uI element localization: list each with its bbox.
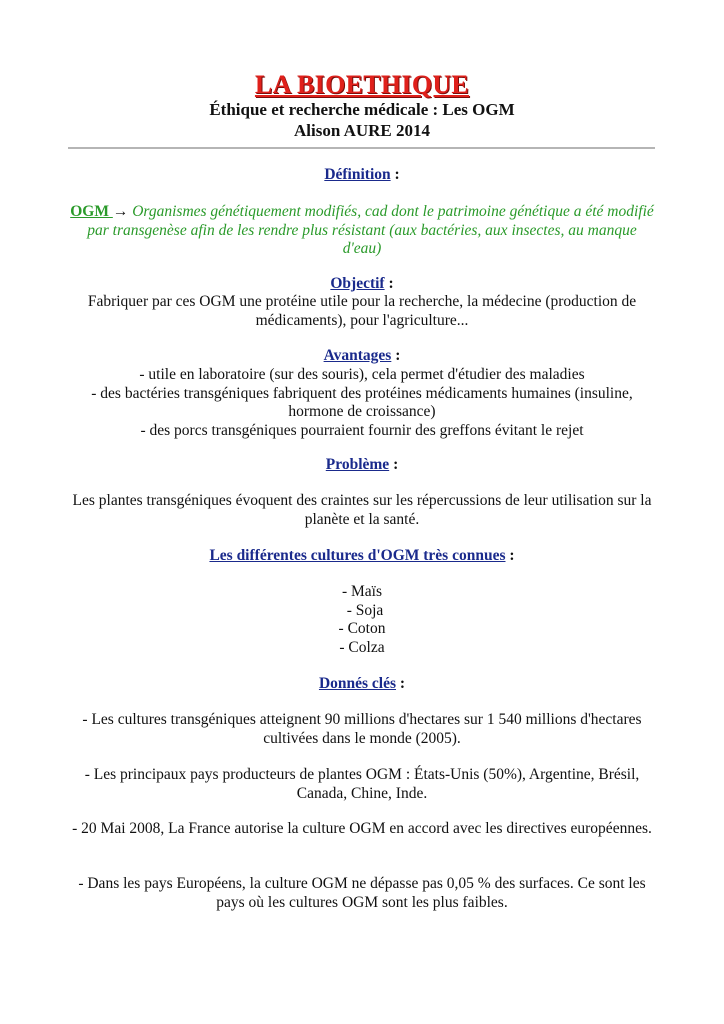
arrow-right-icon: → xyxy=(112,203,133,220)
cultures-heading: Les différentes cultures d'OGM très connues : xyxy=(209,547,515,564)
donnees-item-4: - Dans les pays Européens, la culture OGM ne dépasse pas 0,05 % des surfaces. Ce sont les pays où les cultures OGM sont les plus faibles. xyxy=(78,875,646,911)
avantages-heading-label: Avantages xyxy=(323,347,392,364)
document-author: Alison AURE 2014 xyxy=(293,121,431,140)
objectif-heading: Objectif : xyxy=(330,275,394,292)
document-title: LA BIOETHIQUE xyxy=(254,70,470,99)
definition-text xyxy=(70,203,654,259)
definition-term: OGM xyxy=(70,203,113,220)
cultures-list xyxy=(70,583,654,657)
definition-body: Organismes génétiquement modifiés, cad dont le patrimoine génétique a été modifié par transgenèse afin de les rendre plus résistant (aux bactéries, aux insectes, au manque d'eau) xyxy=(87,203,654,257)
probleme-heading: Problème : xyxy=(325,456,399,473)
cultures-heading-label: Les différentes cultures d'OGM très connues xyxy=(209,547,506,564)
list-item: - Colza xyxy=(339,638,385,656)
list-item: - Soja xyxy=(346,601,384,619)
definition-heading-label: Définition xyxy=(324,166,391,183)
donnees-item-3: - 20 Mai 2008, La France autorise la culture OGM en accord avec les directives européennes. xyxy=(72,820,652,837)
avantages-list xyxy=(70,366,654,440)
probleme-heading-label: Problème xyxy=(325,456,390,473)
donnees-heading-label: Donnés clés xyxy=(318,675,397,692)
list-item: - utile en laboratoire (sur des souris), cela permet d'étudier des maladies xyxy=(139,366,585,383)
horizontal-divider xyxy=(68,147,655,149)
objectif-text: Fabriquer par ces OGM une protéine utile pour la recherche, la médecine (production de médicaments), pour l'agriculture... xyxy=(87,293,637,329)
donnees-item-1: - Les cultures transgéniques atteignent 90 millions d'hectares sur 1 540 millions d'hectares cultivées dans le monde (2005). xyxy=(82,711,642,747)
definition-heading: Définition : xyxy=(324,166,400,183)
list-item: - Coton xyxy=(338,620,386,637)
donnees-item-2: - Les principaux pays producteurs de plantes OGM : États-Unis (50%), Argentine, Brésil, Canada, Chine, Inde. xyxy=(84,766,640,802)
probleme-text: Les plantes transgéniques évoquent des craintes sur les répercussions de leur utilisation sur la planète et la santé. xyxy=(72,492,652,528)
list-item: - des porcs transgéniques pourraient fournir des greffons évitant le rejet xyxy=(140,421,584,439)
objectif-heading-label: Objectif xyxy=(330,275,385,292)
avantages-heading: Avantages : xyxy=(323,347,401,364)
list-item: - Maïs xyxy=(341,583,383,600)
donnees-heading: Donnés clés : xyxy=(318,675,406,692)
list-item: - des bactéries transgéniques fabriquent des protéines médicaments humaines (insuline, hormone de croissance) xyxy=(91,384,633,420)
document-subtitle: Éthique et recherche médicale : Les OGM xyxy=(209,100,515,119)
